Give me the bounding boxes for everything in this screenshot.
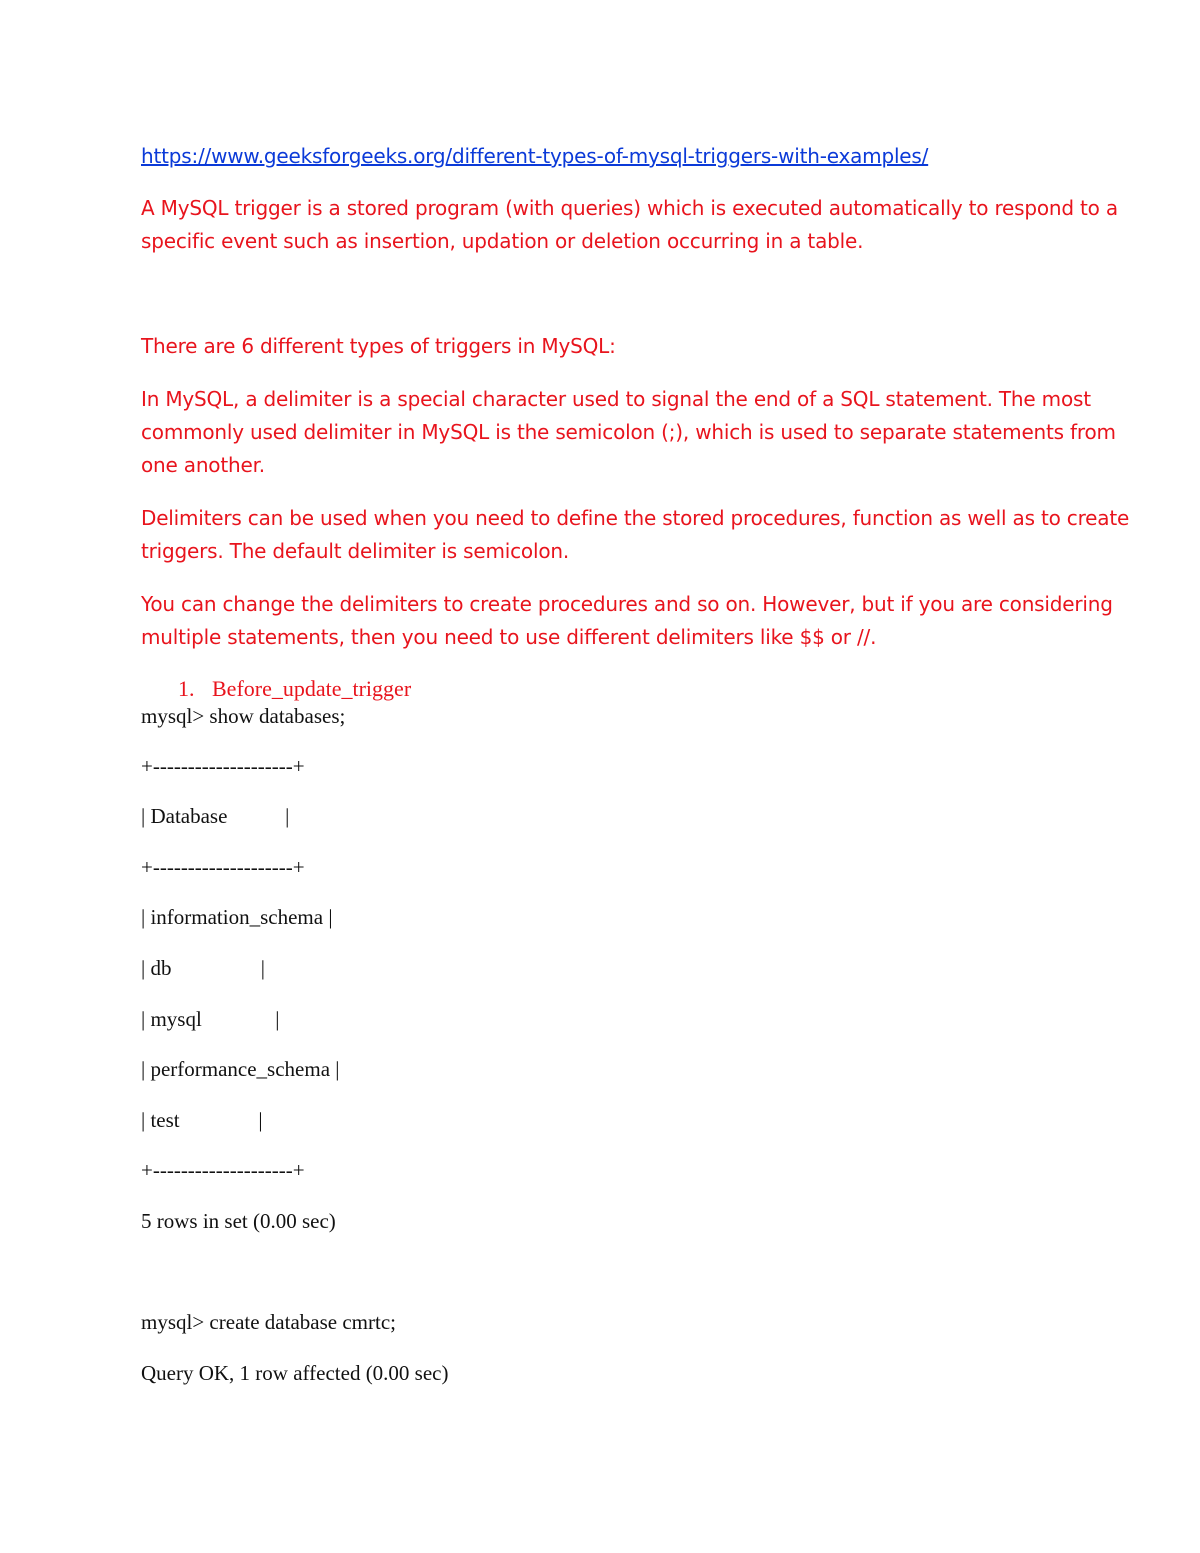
code-line: +--------------------+ — [141, 855, 305, 879]
list-number: 1. — [178, 676, 195, 701]
paragraph-line: You can change the delimiters to create procedures and so on. However, but if you are considering — [141, 592, 1113, 616]
code-line: +--------------------+ — [141, 1158, 305, 1182]
code-line: | performance_schema | — [141, 1057, 340, 1081]
paragraph-delimiter-usage — [141, 502, 1130, 568]
reference-link[interactable]: https://www.geeksforgeeks.org/different-types-of-mysql-triggers-with-examples/ — [141, 144, 929, 168]
numbered-list-item — [178, 676, 411, 702]
paragraph-line: specific event such as insertion, updation or deletion occurring in a table. — [141, 229, 864, 253]
paragraph-line: There are 6 different types of triggers in MySQL: — [141, 334, 616, 358]
paragraph-delimiter-definition — [141, 383, 1121, 482]
paragraph-line: A MySQL trigger is a stored program (with queries) which is executed automatically to respond to a — [141, 196, 1118, 220]
code-line: | db | — [141, 956, 265, 980]
paragraph-line: Delimiters can be used when you need to define the stored procedures, function as well as to create — [141, 506, 1130, 530]
paragraph-line: triggers. The default delimiter is semicolon. — [141, 539, 569, 563]
list-item-text: Before_update_trigger — [212, 676, 412, 701]
paragraph-changing-delimiters — [141, 588, 1121, 654]
code-line: | information_schema | — [141, 905, 333, 929]
paragraph-line: multiple statements, then you need to use different delimiters like $$ or //. — [141, 625, 877, 649]
code-line: | test | — [141, 1108, 263, 1132]
code-line: mysql> show databases; — [141, 704, 346, 728]
code-line: | mysql | — [141, 1007, 280, 1031]
paragraph-line: In MySQL, a delimiter is a special character used to signal the end of a SQL statement. The most — [141, 387, 1091, 411]
code-line: 5 rows in set (0.00 sec) — [141, 1209, 336, 1233]
code-line: Query OK, 1 row affected (0.00 sec) — [141, 1361, 449, 1385]
paragraph-line: one another. — [141, 453, 265, 477]
paragraph-trigger-types — [141, 330, 1121, 363]
paragraph-line: commonly used delimiter in MySQL is the semicolon (;), which is used to separate statements from — [141, 420, 1116, 444]
paragraph-trigger-definition — [141, 192, 1121, 258]
code-line: +--------------------+ — [141, 754, 305, 778]
code-line: | Database | — [141, 804, 290, 828]
code-line: mysql> create database cmrtc; — [141, 1310, 396, 1334]
